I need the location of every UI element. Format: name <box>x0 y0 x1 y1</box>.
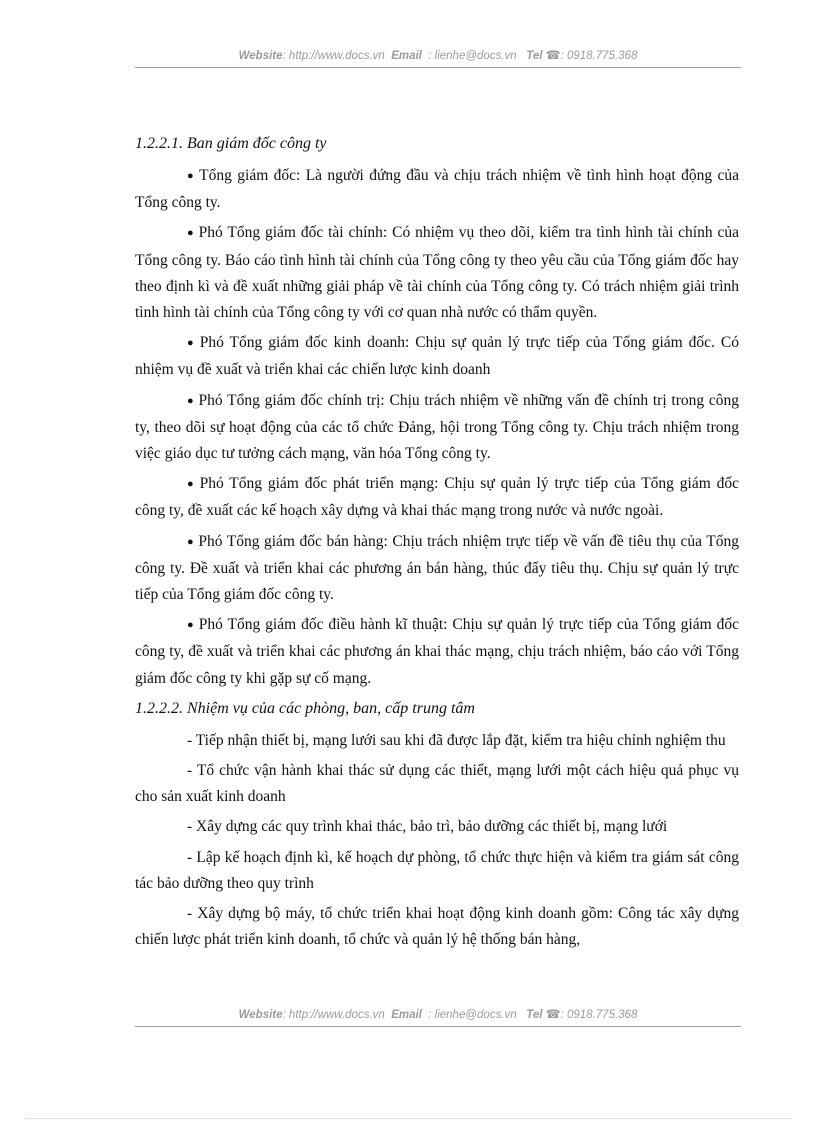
paragraph <box>135 330 739 383</box>
footer-divider <box>135 1026 741 1027</box>
bullet-icon: ● <box>187 394 195 407</box>
header-website-label: Website <box>238 50 283 62</box>
paragraph <box>135 612 739 692</box>
paragraph-text: Phó Tổng giám đốc chính trị: Chịu trách nhiệm về những vấn đề chính trị trong công ty, theo dõi sự hoạt động của các tổ chức Đảng, hội trong Tổng công ty. Chịu trách nhiệm trong việc giáo dục tư tưởng cách mạng, văn hóa Tổng công ty. <box>135 391 739 463</box>
bullet-icon: ● <box>187 619 195 632</box>
paragraph <box>135 388 739 468</box>
page-header <box>135 48 741 62</box>
header-email-label: Email <box>391 50 422 62</box>
bullet-icon: ● <box>187 170 196 182</box>
paragraph: - Xây dựng bộ máy, tổ chức triển khai hoạt động kinh doanh gồm: Công tác xây dựng chiến lược phát triển kinh doanh, tổ chức và quản lý hệ thống bán hàng, <box>135 905 739 949</box>
footer-website-value: : http://www.docs.vn <box>282 1009 385 1021</box>
paragraph: - Xây dựng các quy trình khai thác, bảo trì, bảo dưỡng các thiết bị, mạng lưới <box>187 818 668 836</box>
paragraph <box>135 220 739 326</box>
paragraph-text: Phó Tổng giám đốc tài chính: Có nhiệm vụ theo dõi, kiểm tra tình hình tài chính của Tổng công ty. Báo cáo tình hình tài chính của Tổng công ty theo yêu cầu của Tổng giám đốc hay theo định kì và đề xuất những giải pháp về tài chính của Tổng công ty. Có trách nhiệm giải trình tình hình tài chính của Tổng công ty với cơ quan nhà nước có thẩm quyền. <box>135 224 739 322</box>
paragraph-text: Phó Tổng giám đốc bán hàng: Chịu trách nhiệm trực tiếp về vấn đề tiêu thụ của Tổng công ty. Đề xuất và triển khai các phương án bán hàng, thúc đẩy tiêu thụ. Chịu sự quản lý trực tiếp của Tổng giám đốc công ty. <box>135 532 739 604</box>
paragraph-text: Tổng giám đốc: Là người đứng đầu và chịu trách nhiệm về tình hình hoạt động của Tổng công ty. <box>135 167 739 212</box>
header-website-value: : http://www.docs.vn <box>282 50 385 62</box>
footer-tel-value: : 0918.775.368 <box>560 1009 638 1021</box>
paragraph: - Tổ chức vận hành khai thác sử dụng các thiết, mạng lưới một cách hiệu quả phục vụ cho sản xuất kinh doanh <box>135 762 739 806</box>
header-divider <box>135 67 741 68</box>
section-heading-ban-giam-doc: 1.2.2.1. Ban giám đốc công ty <box>135 135 327 152</box>
section-heading-nhiem-vu: 1.2.2.2. Nhiệm vụ của các phòng, ban, cấp trung tâm <box>135 699 475 717</box>
bullet-icon: ● <box>187 227 195 240</box>
paragraph-text: Phó Tổng giám đốc kinh doanh: Chịu sự quản lý trực tiếp của Tổng giám đốc. Có nhiệm vụ đề xuất và triển khai các chiến lược kinh doanh <box>135 334 739 379</box>
page-footer <box>135 1007 741 1021</box>
paragraph-text: Phó Tổng giám đốc phát triển mạng: Chịu sự quản lý trực tiếp của Tổng giám đốc công ty, đề xuất các kế hoạch xây dựng và khai thác mạng trong nước và nước ngoài. <box>135 475 739 520</box>
footer-tel-label: Tel <box>526 1009 543 1021</box>
paragraph-text: Phó Tổng giám đốc điều hành kĩ thuật: Chịu sự quản lý trực tiếp của Tổng giám đốc công ty, đề xuất và triển khai các phương án khai thác mạng, chịu trách nhiệm, báo cáo với Tổng giám đốc công ty khi gặp sự cố mạng. <box>135 616 739 687</box>
footer-website-label: Website <box>238 1009 283 1021</box>
paragraph <box>135 163 739 216</box>
bullet-icon: ● <box>187 535 195 548</box>
page-break-divider <box>25 1118 791 1119</box>
header-tel-value: : 0918.775.368 <box>560 50 638 62</box>
bullet-icon: ● <box>187 478 196 491</box>
document-body <box>135 131 739 957</box>
phone-icon: ☎ <box>545 48 561 62</box>
footer-email-label: Email <box>391 1009 422 1021</box>
footer-email-value: : lienhe@docs.vn <box>428 1009 517 1021</box>
paragraph: - Lập kế hoạch định kì, kế hoạch dự phòng, tổ chức thực hiện và kiểm tra giám sát công tác bảo dưỡng theo quy trình <box>135 848 739 892</box>
header-tel-label: Tel <box>526 50 543 62</box>
paragraph <box>135 529 739 609</box>
bullet-icon: ● <box>187 337 196 350</box>
header-email-value: : lienhe@docs.vn <box>428 50 517 62</box>
phone-icon: ☎ <box>545 1007 561 1021</box>
paragraph <box>135 471 739 524</box>
paragraph: - Tiếp nhận thiết bị, mạng lưới sau khi đã được lắp đặt, kiểm tra hiệu chỉnh nghiệm thu <box>187 731 726 749</box>
